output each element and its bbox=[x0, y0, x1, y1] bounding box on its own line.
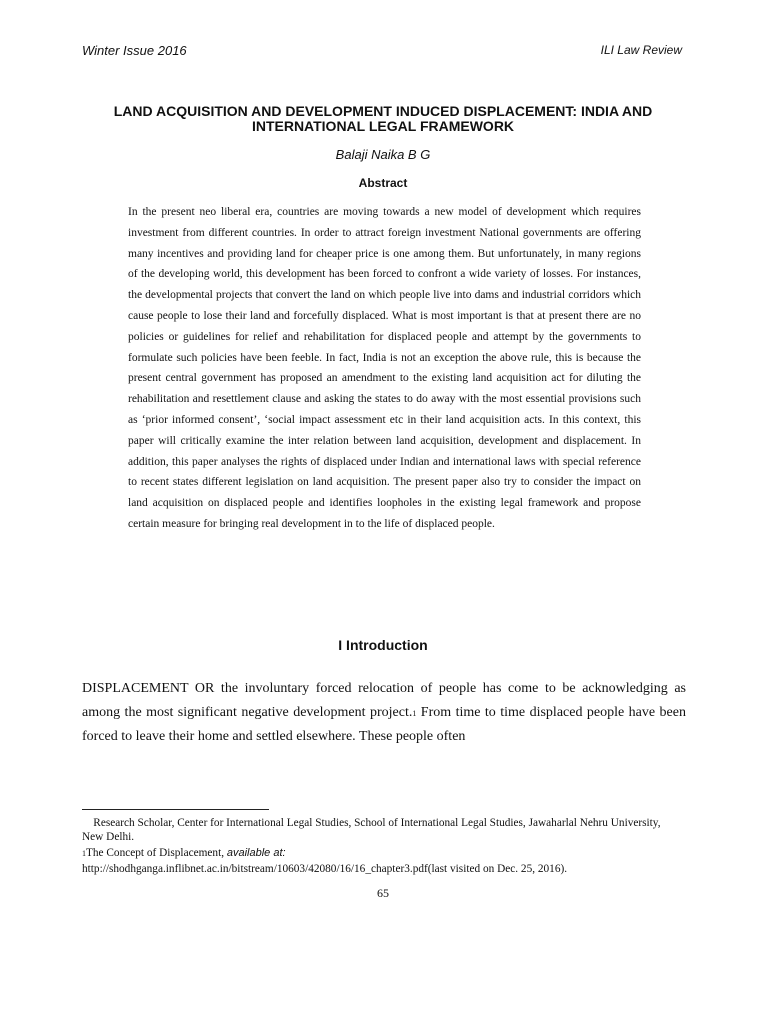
running-header-issue: Winter Issue 2016 bbox=[82, 43, 187, 58]
article-title: LAND ACQUISITION AND DEVELOPMENT INDUCED DISPLACEMENT: INDIA AND INTERNATIONAL LEGAL FRAMEWORK bbox=[113, 103, 653, 134]
footnote-1-text: The Concept of Displacement, bbox=[86, 847, 227, 859]
running-header-journal: ILI Law Review bbox=[600, 43, 682, 57]
abstract-text: In the present neo liberal era, countries are moving towards a new model of development which requires investment from different countries. In order to attract foreign investment National governments are offering many incentives and providing land for cheaper price is one among them. But unfortunately, in many regions of the developing world, this development has been forced to confront a wide variety of losses. For instances, the developmental projects that convert the land on which people live into dams and industrial corridors which cause people to lose their land and forcefully displaced. What is most important is that at present there are no policies or guidelines for relief and rehabilitation for displaced people and attempt by the governments to formulate such policies have been feeble. In fact, India is not an exception the above rule, this is because the present central government has proposed an amendment to the existing land acquisition act for diluting the rehabilitation and resettlement clause and asking the states to do away with the most essential provisions such as ‘prior informed consent’, ‘social impact assessment etc in their land acquisition acts. In this context, this paper will critically examine the inter relation between land acquisition, development and displacement. In addition, this paper analyses the rights of displaced under Indian and international laws with special reference to recent states different legislation on land acquisition. The present paper also try to consider the impact on land acquisition on displaced people and identifies loopholes in the existing legal framework and propose certain measure for bringing real development in to the life of displaced people. bbox=[128, 206, 641, 530]
footnote-separator bbox=[82, 809, 269, 810]
section-heading-introduction: I Introduction bbox=[338, 637, 428, 653]
footnote-author bbox=[82, 817, 684, 844]
footnote-author-text: Research Scholar, Center for International Legal Studies, School of International Legal Studies, Jawaharlal Nehru University, New Delhi. bbox=[82, 817, 661, 843]
intro-text-before-note: DISPLACEMENT OR the involuntary forced relocation of people has come to be acknowledging as among the most significant negative development project. bbox=[82, 681, 686, 720]
abstract-heading: Abstract bbox=[358, 176, 408, 190]
footnote-1-available: available at: bbox=[226, 847, 286, 859]
article-author: Balaji Naika B G bbox=[335, 147, 431, 162]
footnote-reference-1[interactable]: 1 bbox=[412, 708, 417, 718]
footnote-1-link[interactable]: http://shodhganga.inflibnet.ac.in/bitstream/10603/42080/16/16_chapter3.pdf(last visited on Dec. 25, 2016). bbox=[82, 862, 568, 875]
intro-text-after-note: From time to time displaced people have been forced to leave their home and settled elsewhere. These people often bbox=[82, 704, 686, 744]
footnote-1-marker: 1 bbox=[82, 849, 86, 858]
footnote-1 bbox=[82, 846, 684, 876]
introduction-paragraph bbox=[82, 677, 686, 749]
page-number: 65 bbox=[377, 886, 389, 900]
